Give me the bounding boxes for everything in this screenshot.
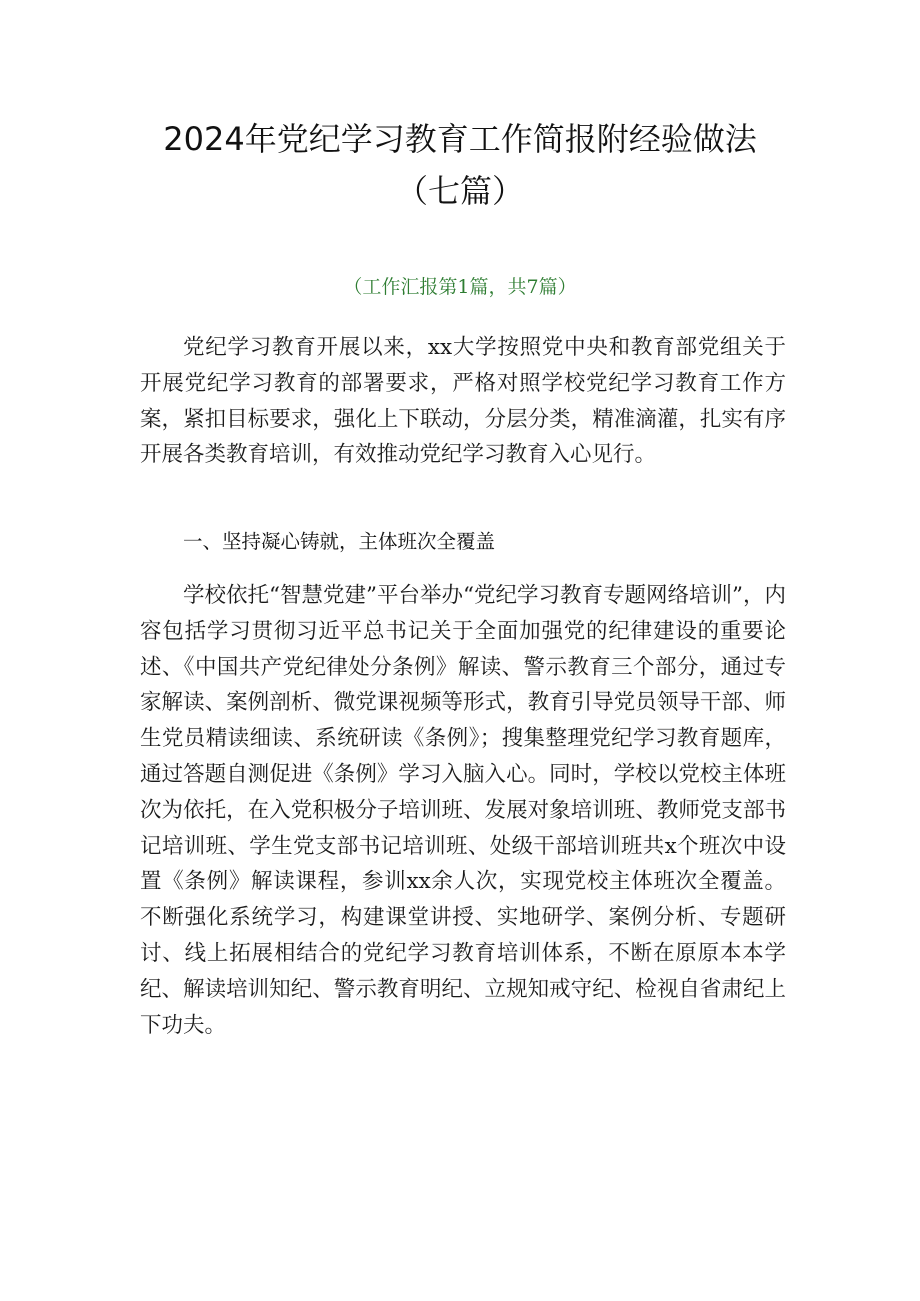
document-title-subtitle: （七篇） [395,172,524,210]
section-label: （工作汇报第1篇，共7篇） [343,276,577,298]
paragraph-intro: 党纪学习教育开展以来，xx大学按照党中央和教育部党组关于开展党纪学习教育的部署要求，严格对照学校党纪学习教育工作方案，紧扣目标要求，强化上下联动，分层分类，精准滴灌，扎实有序开展各类教育培训，有效推动党纪学习教育入心见行。 [140,335,786,468]
paragraph-body: 学校依托“智慧党建”平台举办“党纪学习教育专题网络培训”，内容包括学习贯彻习近平总书记关于全面加强党的纪律建设的重要论述、《中国共产党纪律处分条例》解读、警示教育三个部分，通过专家解读、案例剖析、微党课视频等形式，教育引导党员领导干部、师生党员精读细读、系统研读《条例》；搜集整理党纪学习教育题库，通过答题自测促进《条例》学习入脑入心。同时，学校以党校主体班次为依托，在入党积极分子培训班、发展对象培训班、教师党支部书记培训班、学生党支部书记培训班、处级干部培训班共x个班次中设置《条例》解读课程，参训xx余人次，实现党校主体班次全覆盖。不断强化系统学习，构建课堂讲授、实地研学、案例分析、专题研讨、线上拓展相结合的党纪学习教育培训体系，不断在原原本本学纪、解读培训知纪、警示教育明纪、立规知戒守纪、检视自省肃纪上下功夫。 [140,583,786,1038]
document-title: 2024年党纪学习教育工作简报附经验做法 [163,120,757,158]
section-heading: 一、坚持凝心铸就，主体班次全覆盖 [183,530,496,553]
